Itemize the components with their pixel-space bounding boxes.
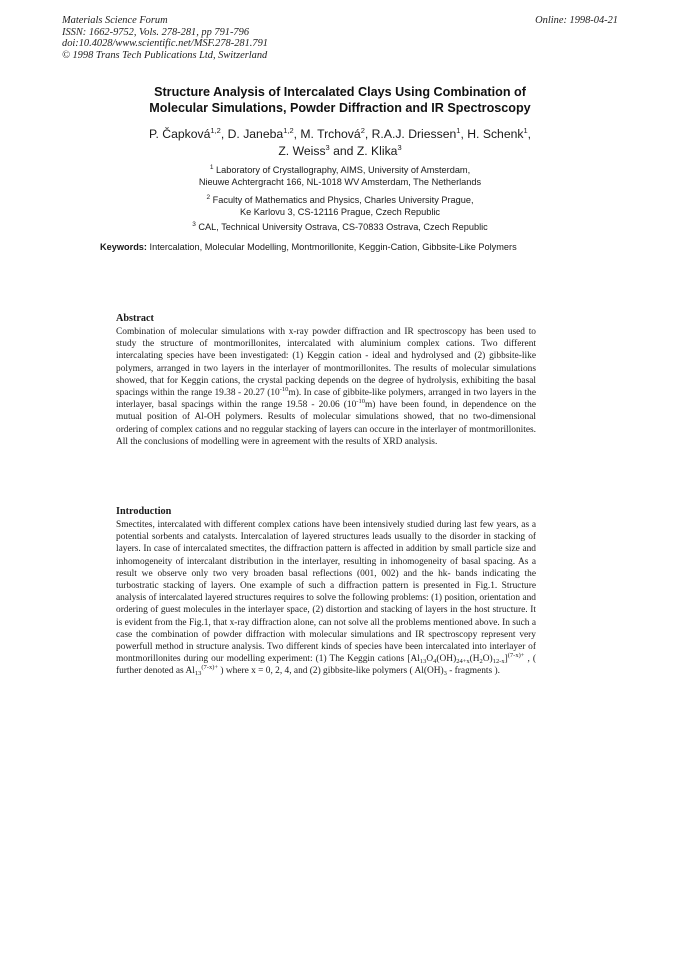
journal-name: Materials Science Forum: [62, 15, 168, 26]
intro-part: (OH): [436, 654, 457, 665]
author-sup: 3: [325, 143, 330, 152]
author-janeba: , D. Janeba: [220, 127, 284, 141]
exponent: -10: [279, 386, 289, 394]
online-date: Online: 1998-04-21: [535, 15, 618, 26]
affiliation-2: [70, 194, 610, 219]
keywords-text: Intercalation, Molecular Modelling, Montmorillonite, Keggin-Cation, Gibbsite-Like Polymers: [146, 242, 517, 252]
subscript: 13: [194, 670, 202, 678]
introduction-heading: Introduction: [116, 506, 172, 517]
author-sup: 1,2: [210, 126, 221, 135]
author-sup: 1,2: [283, 126, 294, 135]
abstract-text: [116, 326, 536, 448]
abstract-part: Combination of molecular simulations with x-ray powder diffraction and IR spectroscopy has been used to study the structure of montmorillonites, intercalated with aluminium complex cations. Two different intercalating species have been investigated: (1) Keggin cation - ideal and hydrolysed and (2) gibbsite-like polymers, arranged in two layers in the interlayer of montmorillonites. The results of molecular simulations showed, that for Keggin cations, the crystal packing depends on the degree of hydrolysis, exhibiting the basal spacings within the range 19.38 - 20.27 (10: [116, 327, 536, 399]
affiliation-1-line-1: [70, 164, 610, 176]
abstract-part: m). In case of gibbite-like polymers, arranged in two layers in the interlayer, basal spacings within the range 19.58 - 20.06 (10: [116, 388, 536, 411]
intro-part: ) where x = 0, 2, 4, and (2) gibbsite-like polymers ( Al(OH): [218, 666, 444, 677]
affiliation-num: 1: [209, 164, 214, 171]
intro-part: ]: [504, 654, 508, 665]
author-schenk: , H. Schenk: [460, 127, 524, 141]
author-klika: and Z. Klika: [329, 144, 398, 158]
author-separator: ,: [527, 127, 532, 141]
subscript: 12-x: [492, 658, 505, 666]
title-line-2: Molecular Simulations, Powder Diffraction and IR Spectroscopy: [149, 101, 531, 115]
subscript: 2: [479, 658, 483, 666]
author-sup: 1: [523, 126, 528, 135]
author-capkova: P. Čapková: [148, 127, 211, 141]
affiliation-3: [70, 221, 610, 233]
intro-part: Smectites, intercalated with different complex cations have been intensively studied during last few years, as a potential sorbents and catalysts. Intercalation of layered structures leads usually to the disorder in stacking of layers. In case of intercalated smectites, the diffraction pattern is affected in addition by small particle size and inhomogeneity of intercalant distribution in the interlayer, resulting in inhomogeneity of basal spacing. As a result we observe only two very broaden basal reflections (001, 002) and the hk- bands indicating the turbostratic stacking of layers. One example of such a diffraction pattern is presented in Fig.1. Structure analysis of intercalated layered structures requires to solve the following problems: (1) position, orientation and ordering of guest molecules in the interlayer space, (2) distortion and stacking of layers in the host structure. It is evident from the Fig.1, that x-ray diffraction alone, can not solve all the problems mentioned above. In such a case the combination of powder diffraction with molecular simulations and IR spectroscopy represent very powerfull method in structure analysis. Two different kinds of species have been intercalated into interlayer of montmorillonites during our modelling experiment: (1) The Keggin cations [Al: [116, 520, 536, 665]
intro-part: O: [426, 654, 434, 665]
intro-part: - fragments ).: [446, 666, 500, 677]
superscript: (7-x)+: [201, 664, 219, 672]
affiliation-num: 3: [192, 221, 196, 228]
keywords: [100, 241, 580, 253]
author-line-1: [70, 126, 610, 143]
superscript: (7-x)+: [507, 652, 525, 660]
subscript: 3: [443, 670, 447, 678]
author-driessen: , R.A.J. Driessen: [364, 127, 457, 141]
abstract-part: m) have been found, in dependence on the mutual position of Al-OH polymers. Results of molecular simulations showed, that no two-dimensional ordering of complex cations and no reggular stacking of layers can occure in the interlayer of montmorillonites. All the conclusions of modelling were in agreement with the results of XRD analysis.: [116, 400, 536, 447]
author-sup: 3: [397, 143, 402, 152]
affiliation-3-line-1: [70, 221, 610, 233]
affiliation-2-line-1: [70, 194, 610, 206]
issn-line: ISSN: 1662-9752, Vols. 278-281, pp 791-796: [62, 26, 250, 38]
intro-part: O): [482, 654, 493, 665]
subscript: 24+x: [456, 658, 470, 666]
affiliation-num: 2: [206, 194, 211, 201]
affiliation-text: Laboratory of Crystallography, AIMS, University of Amsterdam,: [216, 165, 471, 175]
keywords-label: Keywords:: [100, 242, 147, 252]
introduction-text: [116, 519, 536, 678]
paper-title: [70, 84, 610, 116]
subscript: 4: [433, 658, 437, 666]
copyright-line: © 1998 Trans Tech Publications Ltd, Switzerland: [62, 49, 268, 61]
affiliation-text: Faculty of Mathematics and Physics, Charles University Prague,: [212, 195, 474, 205]
author-weiss: Z. Weiss: [278, 144, 326, 158]
affiliation-1: [70, 164, 610, 189]
doi-line[interactable]: doi:10.4028/www.scientific.net/MSF.278-281.791: [62, 38, 268, 50]
author-list: [70, 126, 610, 160]
subscript: 13: [419, 658, 427, 666]
author-sup: 1: [456, 126, 461, 135]
affiliation-1-line-2: Nieuwe Achtergracht 166, NL-1018 WV Amsterdam, The Netherlands: [198, 177, 482, 188]
intro-part: (H: [469, 654, 480, 665]
exponent: -10: [356, 398, 365, 406]
author-sup: 2: [360, 126, 365, 135]
intro-part: , ( further denoted as Al: [116, 654, 536, 677]
affiliation-2-line-2: Ke Karlovu 3, CS-12116 Prague, Czech Republic: [239, 207, 441, 218]
author-line-2: [70, 143, 610, 160]
journal-header: [62, 15, 618, 61]
abstract-heading: Abstract: [116, 313, 154, 324]
author-trchova: , M. Trchová: [293, 127, 361, 141]
affiliation-text: CAL, Technical University Ostrava, CS-70833 Ostrava, Czech Republic: [198, 222, 488, 232]
title-line-1: Structure Analysis of Intercalated Clays Using Combination of: [154, 85, 526, 99]
